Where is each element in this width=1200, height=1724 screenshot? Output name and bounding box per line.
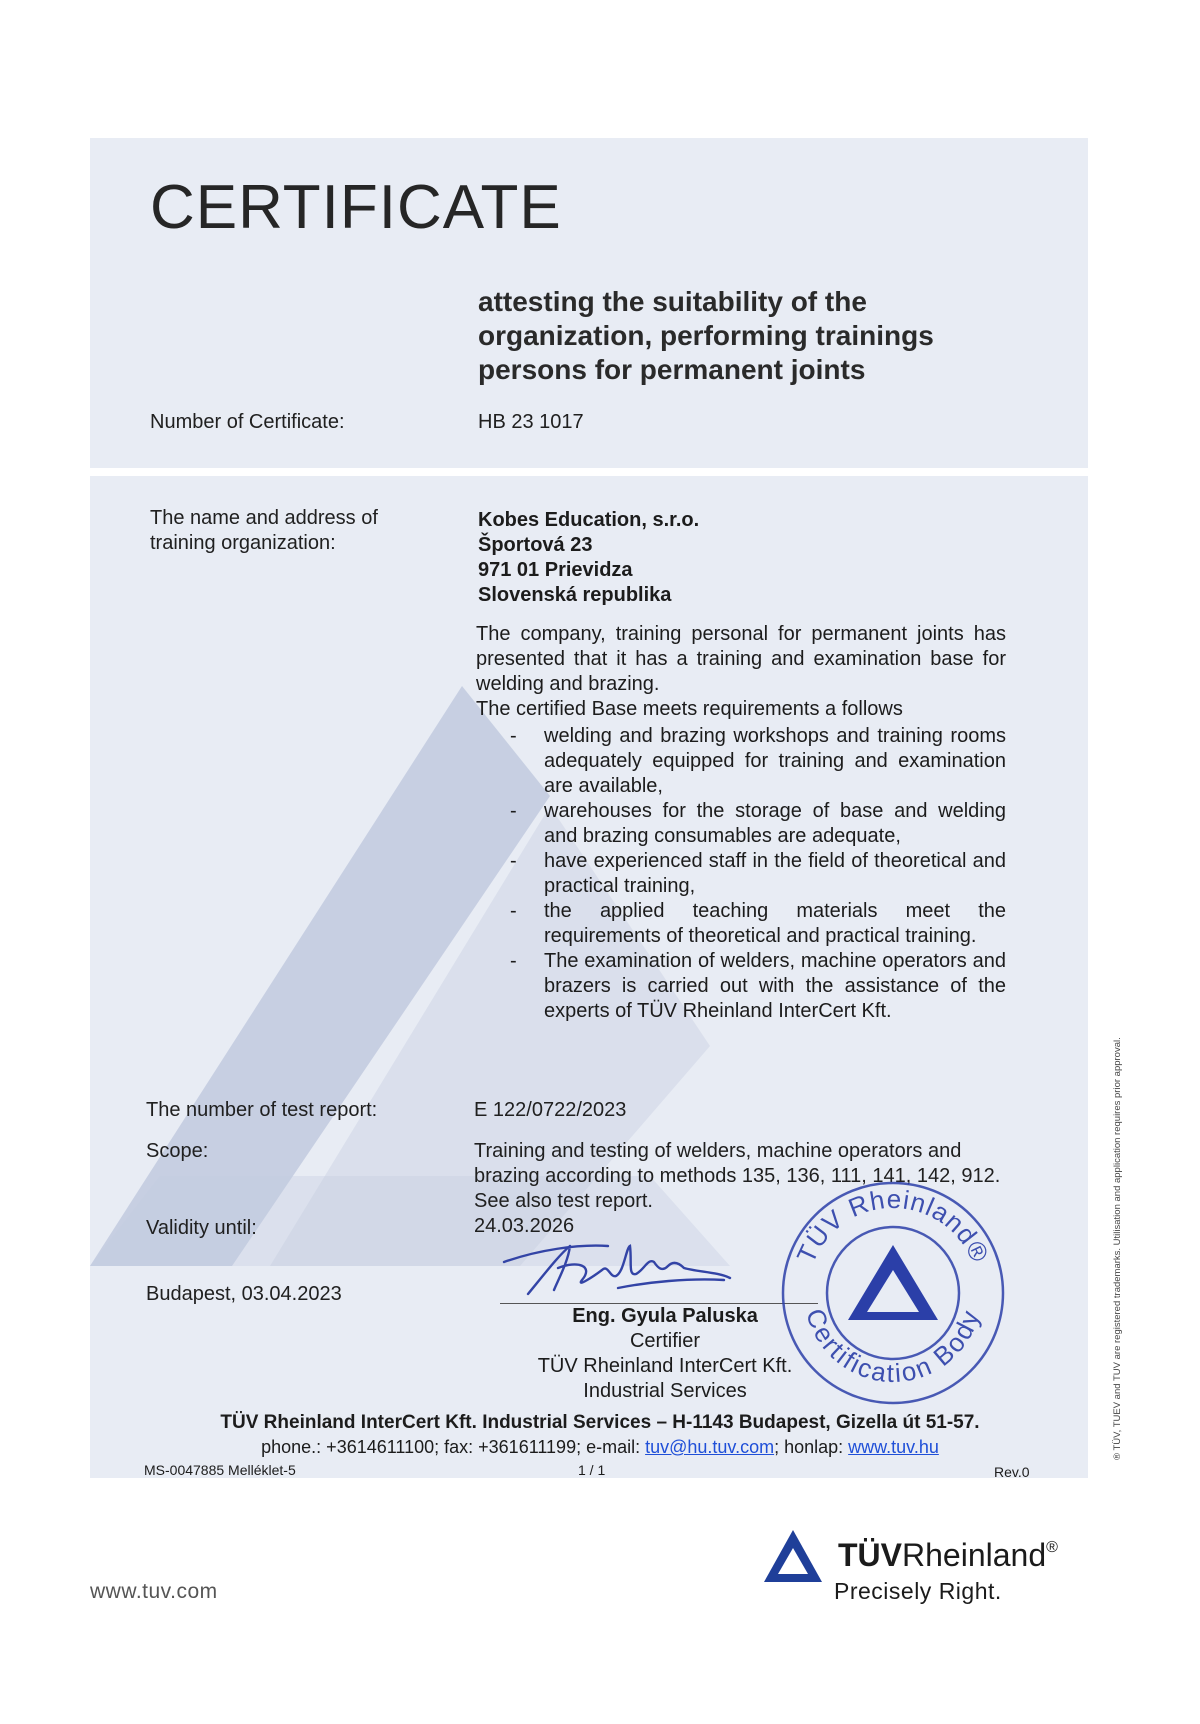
organization-name: Kobes Education, s.r.o. xyxy=(478,509,700,531)
cert-number-value: HB 23 1017 xyxy=(478,411,584,433)
stamp-top-text: TÜV Rheinland® xyxy=(790,1183,996,1268)
organization-label xyxy=(150,506,378,556)
brand-slogan: Precisely Right. xyxy=(834,1578,1002,1604)
certification-stamp xyxy=(780,1180,1006,1411)
stamp-bottom-text: Certification Body xyxy=(799,1304,986,1389)
handwritten-signature xyxy=(498,1232,738,1309)
footer-contact xyxy=(150,1437,1050,1458)
signatory-role: Certifier xyxy=(629,1330,700,1352)
cert-number-label: Number of Certificate: xyxy=(150,411,345,433)
page-title: CERTIFICATE xyxy=(150,173,562,242)
test-report-value: E 122/0722/2023 xyxy=(474,1099,627,1121)
organization-street: Športová 23 xyxy=(478,534,593,556)
list-item: - The examination of welders, machine operators and brazers is carried out with the assistance of the experts of TÜV Rheinland InterCert Kft. xyxy=(476,949,1006,1024)
organization-city: 971 01 Prievidza xyxy=(478,559,633,581)
organization-country: Slovenská republika xyxy=(478,584,672,606)
scope-value: Training and testing of welders, machine operators and brazing according to methods 135, 136, 111, 141, 142, 912. See also test report. xyxy=(474,1140,1001,1212)
organization-address xyxy=(478,508,699,608)
brand-bold: TÜV xyxy=(838,1537,902,1573)
list-item: - warehouses for the storage of base and welding and brazing consumables are adequate, xyxy=(476,799,1006,849)
brand-registered: ® xyxy=(1046,1539,1058,1556)
brand-regular: Rheinland xyxy=(902,1537,1047,1573)
organization-label-line: The name and address of xyxy=(150,507,378,529)
trademark-note: ® TÜV, TUEV and TUV are registered trademarks. Utilisation and application requires prior approval. xyxy=(1112,1037,1123,1460)
footer-contact-text: ; honlap: xyxy=(774,1437,849,1457)
list-item: - welding and brazing workshops and training rooms adequately equipped for training and examination are available, xyxy=(476,724,1006,799)
validity-value: 24.03.2026 xyxy=(474,1215,575,1237)
subtitle-line: organization, performing trainings xyxy=(478,320,934,351)
signatory-company: TÜV Rheinland InterCert Kft. xyxy=(537,1355,793,1377)
validity-label: Validity until: xyxy=(146,1217,257,1239)
subtitle-line: attesting the suitability of the xyxy=(478,286,867,317)
scope-label: Scope: xyxy=(146,1140,209,1162)
tuv-logo-icon xyxy=(762,1528,824,1589)
organization-label-line: training organization: xyxy=(150,532,336,554)
site-url: www.tuv.com xyxy=(90,1580,218,1603)
footer-address: TÜV Rheinland InterCert Kft. Industrial Services – H-1143 Budapest, Gizella út 51-57. xyxy=(220,1412,980,1433)
website-link[interactable]: www.tuv.hu xyxy=(848,1437,939,1457)
description-paragraph xyxy=(476,622,1006,722)
footer-contact-text: phone.: +3614611100; fax: +361611199; e-mail: xyxy=(261,1437,646,1457)
certificate-subtitle xyxy=(478,285,1038,387)
place-date: Budapest, 03.04.2023 xyxy=(146,1283,342,1305)
page-number: 1 / 1 xyxy=(578,1462,606,1478)
email-link[interactable]: tuv@hu.tuv.com xyxy=(645,1437,775,1457)
description-text: The certified Base meets requirements a follows xyxy=(476,698,903,720)
revision: Rev.0 xyxy=(994,1464,1030,1480)
list-item: - the applied teaching materials meet the requirements of theoretical and practical training. xyxy=(476,899,1006,949)
subtitle-line: persons for permanent joints xyxy=(478,354,866,385)
description-text: The company, training personal for permanent joints has presented that it has a training and examination base for welding and brazing. xyxy=(476,623,1006,695)
form-id: MS-0047885 Melléklet-5 xyxy=(144,1462,296,1478)
signatory-name: Eng. Gyula Paluska xyxy=(572,1305,758,1327)
brand-name xyxy=(838,1537,1058,1574)
list-item: - have experienced staff in the field of theoretical and practical training, xyxy=(476,849,1006,899)
requirements-list xyxy=(476,724,1006,1024)
test-report-label: The number of test report: xyxy=(146,1099,378,1121)
signatory-division: Industrial Services xyxy=(583,1380,747,1402)
